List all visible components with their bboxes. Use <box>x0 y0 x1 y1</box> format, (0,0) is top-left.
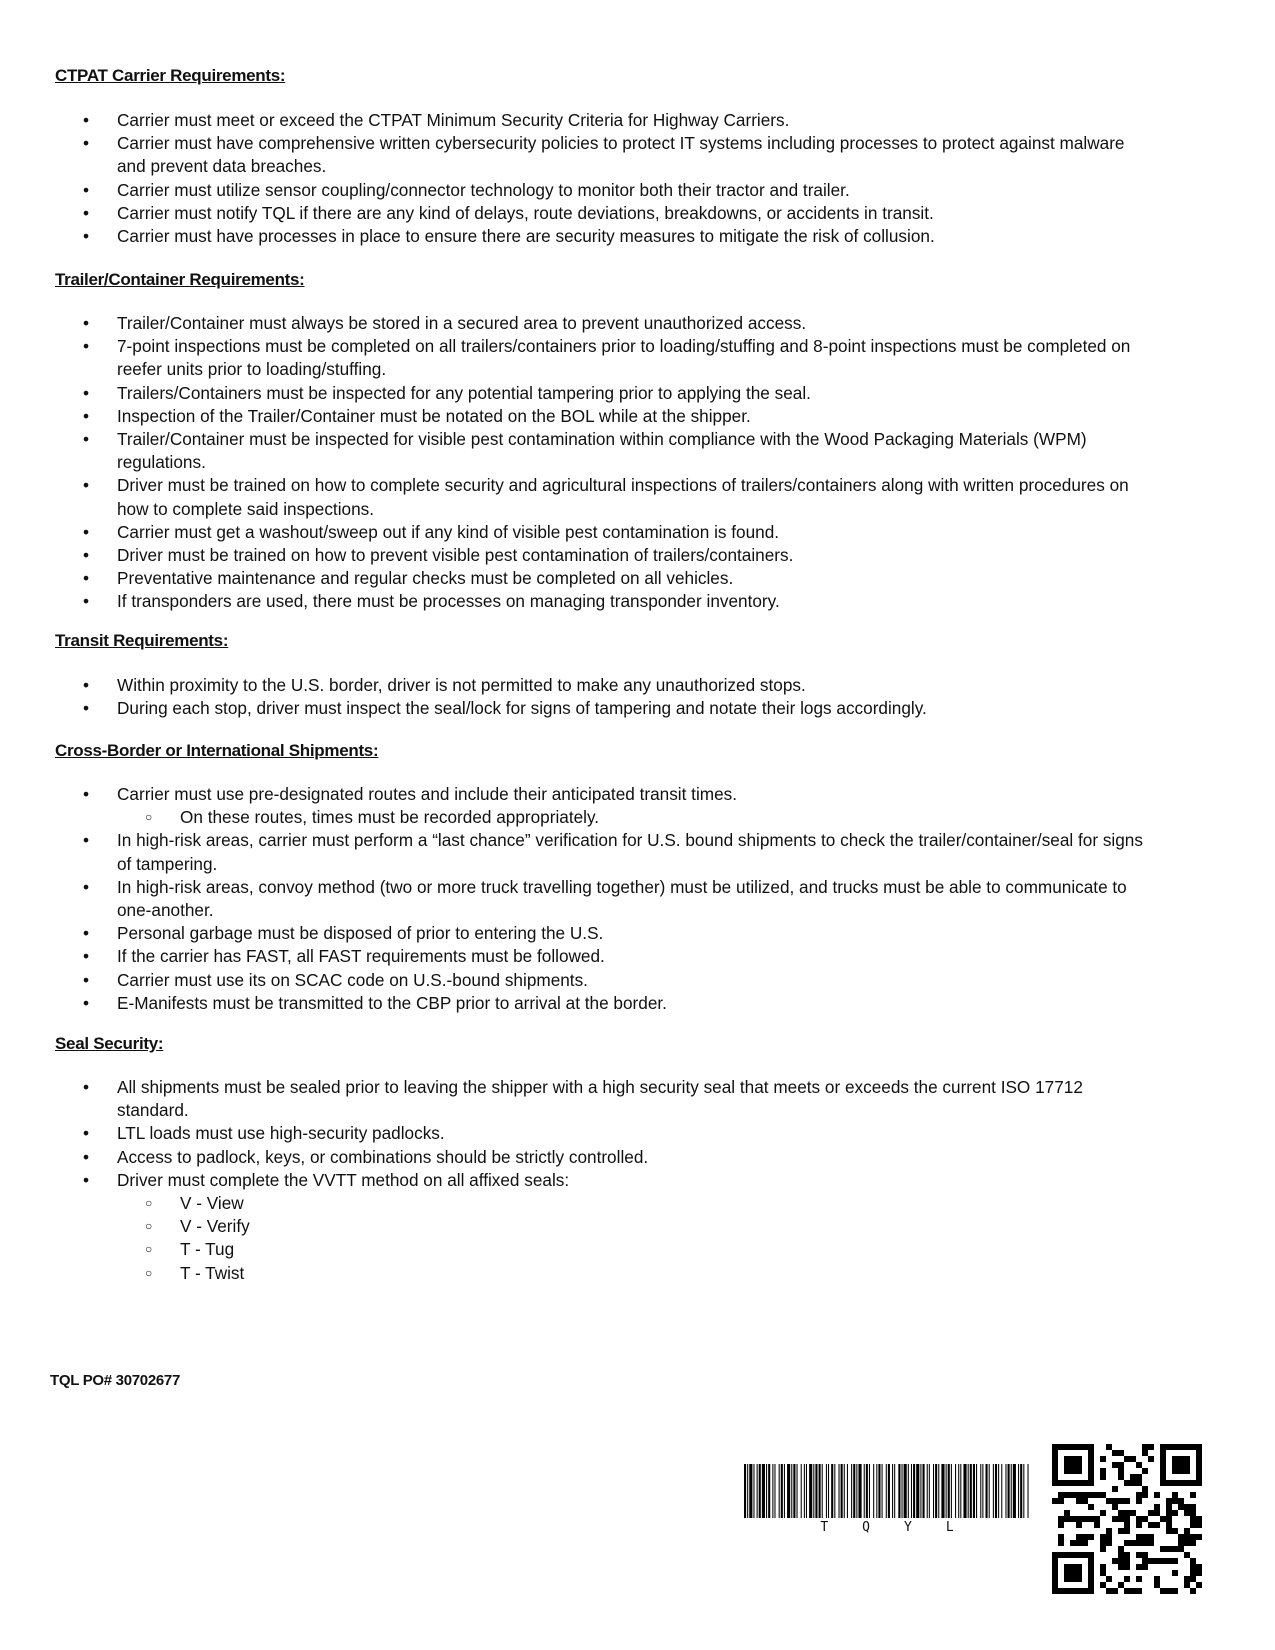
list-item: • E-Manifests must be transmitted to the CBP prior to arrival at the border. <box>83 992 667 1013</box>
list-item: • Personal garbage must be disposed of prior to entering the U.S. <box>83 923 604 944</box>
section-heading-trailer: Trailer/Container Requirements: <box>55 270 305 289</box>
list-item: • Driver must complete the VVTT method on all affixed seals: <box>83 1169 570 1190</box>
list-item: • If transponders are used, there must be processes on managing transponder inventory. <box>83 591 780 612</box>
list-item: • Carrier must use its on SCAC code on U.S.-bound shipments. <box>83 969 588 990</box>
section-heading-cross-border: Cross-Border or International Shipments: <box>55 741 379 760</box>
list-item: • 7-point inspections must be completed on all trailers/containers prior to loading/stuffing and 8-point inspections must be completed on reefer units prior to loading/stuffing. <box>83 336 1131 380</box>
list-item: • In high-risk areas, convoy method (two or more truck travelling together) must be utilized, and trucks must be able to communicate to one-another. <box>83 876 1127 921</box>
po-number: TQL PO# 30702677 <box>50 1372 181 1389</box>
barcode-image <box>744 1464 1030 1526</box>
qr-code-image <box>1052 1444 1202 1594</box>
list-item: • Carrier must have processes in place to ensure there are security measures to mitigate the risk of collusion. <box>83 226 935 247</box>
list-item: • Carrier must notify TQL if there are any kind of delays, route deviations, breakdowns, or accidents in transit. <box>83 202 934 223</box>
section-list-seal-security <box>0 1076 1275 1285</box>
list-item: • Carrier must have comprehensive written cybersecurity policies to protect IT systems including processes to protect against malware and prevent data breaches. <box>83 133 1125 177</box>
list-item: • If the carrier has FAST, all FAST requirements must be followed. <box>83 946 605 967</box>
list-item: • Trailer/Container must be inspected for visible pest contamination within compliance with the Wood Packaging Materials (WPM) regulations. <box>83 429 1087 473</box>
list-item: • Driver must be trained on how to complete security and agricultural inspections of trailers/containers along with written procedures on how to complete said inspections. <box>83 475 1129 519</box>
sub-list-item: ○ On these routes, times must be recorded appropriately. <box>145 807 600 828</box>
sub-list-item: ○ V - View <box>145 1193 244 1214</box>
list-item: • Inspection of the Trailer/Container must be notated on the BOL while at the shipper. <box>83 405 751 426</box>
sub-list-item: ○ V - Verify <box>145 1216 250 1237</box>
sub-list-item: ○ T - Twist <box>145 1262 245 1283</box>
list-item: • Carrier must utilize sensor coupling/connector technology to monitor both their tractor and trailer. <box>83 179 850 200</box>
list-item: • Preventative maintenance and regular checks must be completed on all vehicles. <box>83 568 734 589</box>
list-item: • All shipments must be sealed prior to leaving the shipper with a high security seal that meets or exceeds the current ISO 17712 standard. <box>83 1077 1083 1121</box>
list-item: • In high-risk areas, carrier must perform a “last chance” verification for U.S. bound shipments to check the trailer/container/seal for signs of tampering. <box>83 830 1143 874</box>
list-item: • Carrier must use pre-designated routes and include their anticipated transit times. <box>83 784 738 804</box>
barcode-char: L <box>945 1520 954 1535</box>
barcode-char: Q <box>862 1520 870 1535</box>
section-heading-transit: Transit Requirements: <box>55 631 229 650</box>
list-item: • Driver must be trained on how to prevent visible pest contamination of trailers/containers. <box>83 545 794 566</box>
section-heading-seal-security: Seal Security: <box>55 1034 164 1053</box>
list-item: • LTL loads must use high-security padlocks. <box>83 1123 445 1144</box>
list-item: • Trailers/Containers must be inspected for any potential tampering prior to applying the seal. <box>83 382 811 403</box>
section-list-trailer <box>0 312 1275 614</box>
list-item: • Trailer/Container must always be stored in a secured area to prevent unauthorized access. <box>83 313 807 333</box>
list-item: • Access to padlock, keys, or combinations should be strictly controlled. <box>83 1146 649 1167</box>
list-item: • Within proximity to the U.S. border, driver is not permitted to make any unauthorized stops. <box>83 675 806 695</box>
section-heading-ctpat: CTPAT Carrier Requirements: <box>55 66 286 85</box>
sub-list-item: ○ T - Tug <box>145 1239 235 1260</box>
section-list-cross-border <box>0 783 1275 1015</box>
list-item: • Carrier must meet or exceed the CTPAT Minimum Security Criteria for Highway Carriers. <box>83 110 790 130</box>
barcode-char: T <box>820 1520 829 1535</box>
list-item: • During each stop, driver must inspect the seal/lock for signs of tampering and notate their logs accordingly. <box>83 698 927 719</box>
section-list-transit <box>0 674 1275 720</box>
list-item: • Carrier must get a washout/sweep out if any kind of visible pest contamination is found. <box>83 521 780 542</box>
barcode-caption <box>744 1520 1030 1535</box>
barcode-char: Y <box>904 1520 912 1535</box>
section-list-ctpat <box>0 109 1275 248</box>
